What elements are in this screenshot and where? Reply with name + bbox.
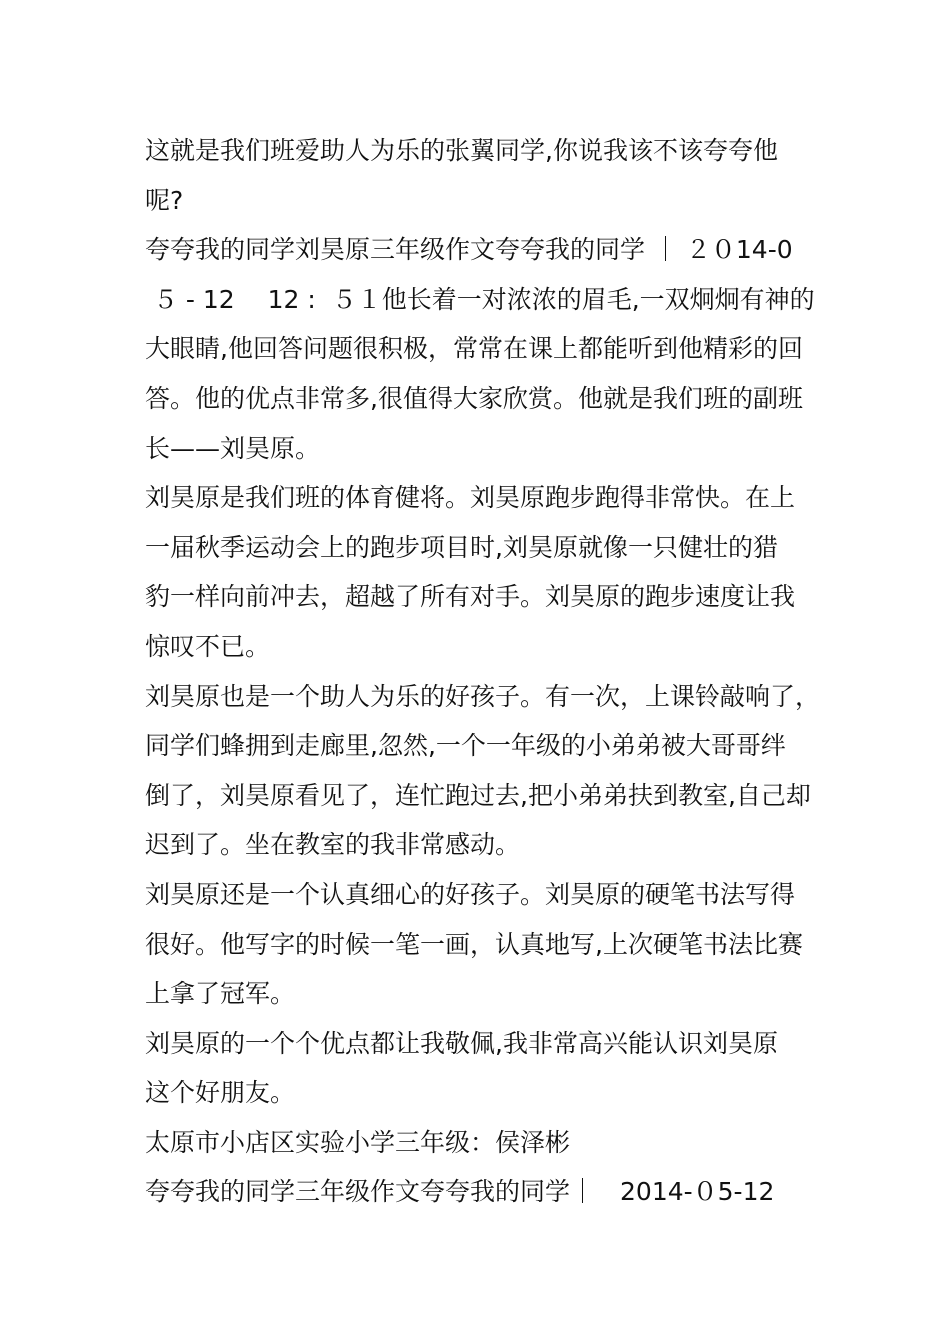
text-line: 这就是我们班爱助人为乐的张翼同学,你说我该不该夸夸他 [145, 136, 778, 165]
text-line: 刘昊原是我们班的体育健将。刘昊原跑步跑得非常快。在上 [145, 483, 796, 513]
text-line: 大眼睛,他回答问题很积极，常常在课上都能听到他精彩的回 [145, 334, 803, 364]
source-line: 夸夸我的同学三年级作文夸夸我的同学｜ 2014-０5-12 [145, 1177, 775, 1207]
text-line: 长——刘昊原。 [145, 433, 321, 463]
text-line: 呢? [145, 185, 184, 215]
text-line: 豹一样向前冲去，超越了所有对手。刘昊原的跑步速度让我 [145, 582, 796, 612]
author-line: 太原市小店区实验小学三年级：侯泽彬 [145, 1127, 571, 1157]
text-line: 刘昊原也是一个助人为乐的好孩子。有一次，上课铃敲响了， [145, 681, 821, 711]
text-line: 刘昊原的一个个优点都让我敬佩,我非常高兴能认识刘昊原 [145, 1028, 778, 1058]
text-line: ５ - 12 12 : ５１他长着一对浓浓的眉毛,一双炯炯有神的 [145, 284, 815, 314]
text-line: 倒了，刘昊原看见了，连忙跑过去,把小弟弟扶到教室,自己却 [145, 780, 811, 810]
text-line: 夸夸我的同学刘昊原三年级作文夸夸我的同学 ｜ ２０14-0 [145, 235, 793, 265]
text-line: 很好。他写字的时候一笔一画，认真地写,上次硬笔书法比赛 [145, 929, 803, 959]
text-line: 这个好朋友。 [145, 1078, 296, 1108]
text-line: 答。他的优点非常多,很值得大家欣赏。他就是我们班的副班 [145, 383, 803, 413]
text-line: 上拿了冠军。 [145, 979, 296, 1009]
essay-text [145, 126, 821, 1217]
text-line: 同学们蜂拥到走廊里,忽然,一个一年级的小弟弟被大哥哥绊 [145, 731, 786, 761]
text-line: 一届秋季运动会上的跑步项目时,刘昊原就像一只健壮的猎 [145, 532, 778, 562]
text-line: 刘昊原还是一个认真细心的好孩子。刘昊原的硬笔书法写得 [145, 879, 796, 909]
text-line: 迟到了。坐在教室的我非常感动。 [145, 830, 521, 860]
text-line: 惊叹不已。 [145, 631, 271, 661]
